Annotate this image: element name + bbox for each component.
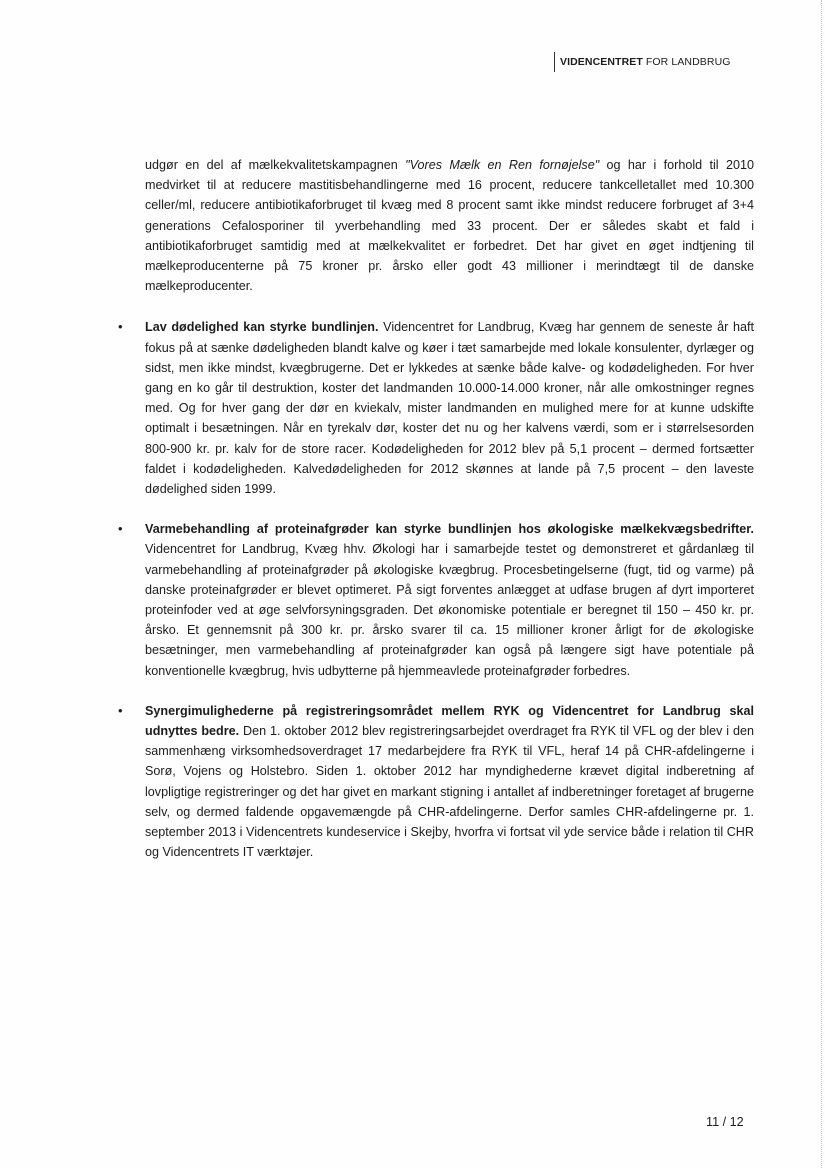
page-number: 11 / 12 <box>706 1115 744 1129</box>
bullet-icon: • <box>118 521 123 537</box>
bullet-lead: Lav dødelighed kan styrke bundlinjen. <box>145 320 379 335</box>
bullet-lead: Synergimulighederne på registreringsområdet mellem RYK og Videncentret for Landbrug skal udnyttes bedre. <box>145 703 754 739</box>
bullet-body: Den 1. oktober 2012 blev registreringsarbejdet overdraget fra RYK til VFL og der blev i den sammenhæng virksomhedsoverdraget 17 medarbejdere fra RYK til VFL, heraf 14 på CHR-afdelingerne i Sorø, Vojens og Holstebro. Siden 1. oktober 2012 har myndighederne krævet digital indberetning af lovpligtige registreringer og det har givet en markant stigning i antallet af indberetninger foretaget af brugerne selv, og dermed faldende opgavemængde på CHR-afdelingerne. Derfor samles CHR-afdelingerne pr. 1. september 2013 i Videncentrets kundeservice i Skejby, hvorfra vi fortsat vil yde service både i relation til CHR og Videncentrets IT værktøjer. <box>145 724 754 860</box>
page-header <box>554 52 731 72</box>
intro-quote: "Vores Mælk en Ren fornøjelse" <box>405 158 600 172</box>
bullet-item-heat-treatment <box>118 519 754 681</box>
bullet-item-mortality <box>118 317 754 499</box>
bullet-item-registration <box>118 701 754 863</box>
intro-after: og har i forhold til 2010 medvirket til at reducere mastitisbehandlingerne med 16 procent, reducere tankcelletallet med 10.300 celler/ml, reducere antibiotikaforbruget til kvæg med 8 procent samt ikke mindst reducere forbruget af 3+4 generations Cefalosporiner til yverbehandling med 33 procent. Der er således skabt et fald i antibiotikaforbruget samtidig med at mælkekvalitet er forbedret. Det har givet en øget indtjening til mælkeproducenterne på 75 kroner pr. årsko eller godt 43 millioner i merindtægt til de danske mælkeproducenter. <box>145 158 754 294</box>
bullet-lead: Varmebehandling af proteinafgrøder kan styrke bundlinjen hos økologiske mælkekvægsbedrifter. <box>145 522 754 537</box>
bullet-text <box>145 519 754 681</box>
intro-before: udgør en del af mælkekvalitetskampagnen <box>145 158 406 172</box>
bullet-text <box>145 317 754 499</box>
document-body <box>118 155 754 883</box>
header-org-bold: VIDENCENTRET <box>560 56 643 68</box>
bullet-body: Videncentret for Landbrug, Kvæg hhv. Økologi har i samarbejde testet og demonstreret et gårdanlæg til varmebehandling af proteinafgrøder på økologiske kvægbrug. Procesbetingelserne (fugt, tid og varme) på danske proteinafgrøder er blevet optimeret. På sigt forventes anlægget at udfase brugen af dyrt importeret proteinfoder ved at øge selvforsyningsgraden. Det økonomiske potentiale er beregnet til 150 – 450 kr. pr. årsko. Et gennemsnit på 300 kr. pr. årsko svarer til ca. 15 millioner kroner årligt for de økologiske besætninger, men varmebehandling af proteinafgrøder kan også på længere sigt have potentiale på konventionelle kvægbrug, hvis udbytterne på hjemmeavlede proteinafgrøder forbedres. <box>145 542 754 678</box>
bullet-icon: • <box>118 702 123 718</box>
scan-edge <box>821 0 822 1168</box>
bullet-icon: • <box>118 319 123 335</box>
intro-paragraph <box>145 155 754 296</box>
bullet-text <box>145 701 754 863</box>
header-org-rest: FOR LANDBRUG <box>645 56 731 68</box>
bullet-body: Videncentret for Landbrug, Kvæg har gennem de seneste år haft fokus på at sænke dødeligheden blandt kalve og køer i tæt samarbejde med lokale konsulenter, dyrlæger og sidst, men ikke mindst, kvægbrugerne. Det er lykkedes at sænke både kalve- og kodødeligheden. For hver gang en ko går til destruktion, koster det landmanden 10.000-14.000 kroner, når alle omkostninger regnes med. Og for hver gang der dør en kviekalv, mister landmanden en mulighed mere for at kunne udskifte optimalt i besætningen. Når en tyrekalv dør, koster det nu og her kalvens værdi, som er i størrelsesorden 800-900 kr. pr. kalv for de store racer. Kodødeligheden for 2012 blev på 5,1 procent – dermed fortsætter faldet i kodødeligheden. Kalvedødeligheden for 2012 skønnes at lande på 7,5 procent – den laveste dødelighed siden 1999. <box>145 320 754 497</box>
